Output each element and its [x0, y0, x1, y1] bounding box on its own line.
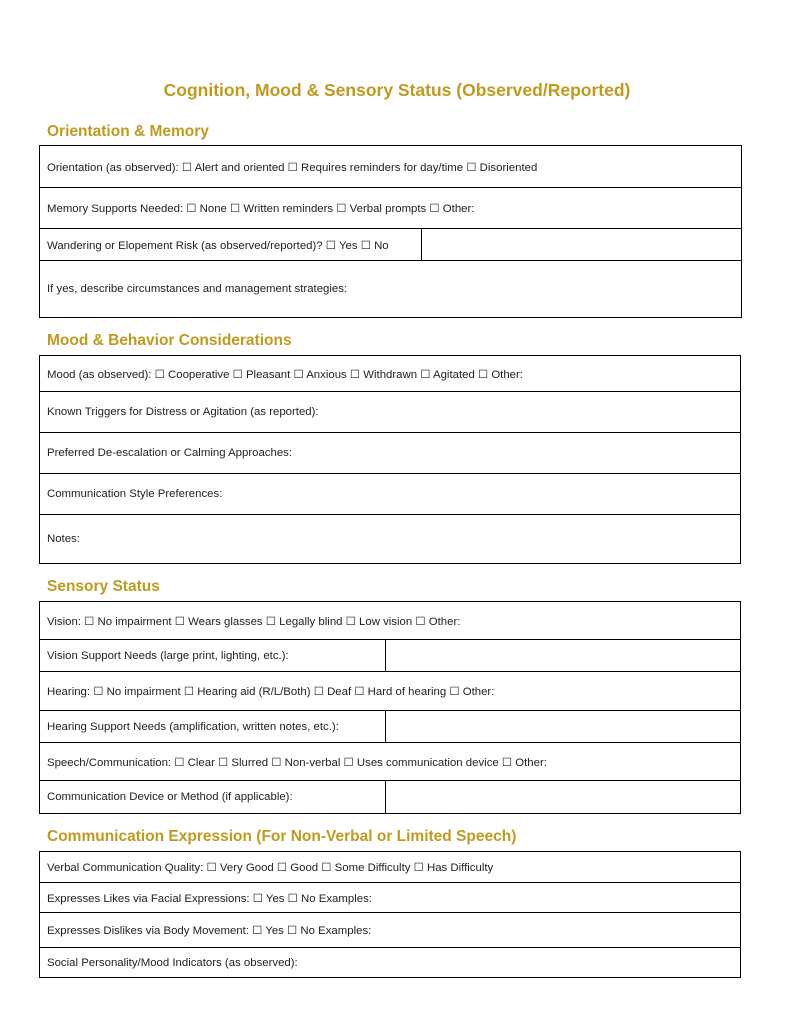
communication-style-field[interactable]: Communication Style Preferences:: [47, 488, 223, 500]
table-row[interactable]: [40, 188, 741, 229]
hearing-support-answer-cell[interactable]: [386, 711, 740, 742]
orientation-field[interactable]: Orientation (as observed): ☐ Alert and oriented ☐ Requires reminders for day/time ☐ Disoriented: [47, 161, 538, 174]
table-row[interactable]: [40, 356, 740, 392]
orientation-memory-table: [39, 145, 742, 318]
table-row[interactable]: [40, 602, 740, 640]
page-title: Cognition, Mood & Sensory Status (Observed/Reported): [163, 80, 631, 100]
section-heading-mood-behavior: Mood & Behavior Considerations: [47, 332, 292, 349]
hearing-support-field[interactable]: Hearing Support Needs (amplification, written notes, etc.):: [40, 711, 386, 742]
wandering-circumstances-field[interactable]: If yes, describe circumstances and management strategies:: [47, 283, 348, 295]
table-row[interactable]: [40, 146, 741, 188]
table-row[interactable]: [40, 781, 740, 813]
table-row[interactable]: [40, 948, 740, 977]
table-row[interactable]: [40, 883, 740, 913]
section-heading-orientation-memory: Orientation & Memory: [47, 123, 209, 140]
wandering-risk-answer-cell[interactable]: [422, 229, 741, 260]
table-row[interactable]: [40, 672, 740, 711]
likes-facial-expressions-field[interactable]: Expresses Likes via Facial Expressions: ☐ Yes ☐ No Examples:: [47, 892, 372, 905]
table-row[interactable]: [40, 743, 740, 781]
calming-approaches-field[interactable]: Preferred De-escalation or Calming Approaches:: [47, 447, 293, 459]
table-row[interactable]: [40, 474, 740, 515]
table-row[interactable]: [40, 392, 740, 433]
mood-field[interactable]: Mood (as observed): ☐ Cooperative ☐ Pleasant ☐ Anxious ☐ Withdrawn ☐ Agitated ☐ Other:: [47, 368, 523, 381]
table-row[interactable]: [40, 261, 741, 317]
sensory-status-table: [39, 601, 741, 814]
vision-support-field[interactable]: Vision Support Needs (large print, lighting, etc.):: [40, 640, 386, 671]
wandering-risk-field[interactable]: Wandering or Elopement Risk (as observed/reported)? ☐ Yes ☐ No: [40, 229, 422, 260]
social-personality-field[interactable]: Social Personality/Mood Indicators (as observed):: [47, 956, 298, 969]
section-heading-sensory-status: Sensory Status: [47, 578, 160, 595]
table-row[interactable]: [40, 229, 741, 261]
table-row[interactable]: [40, 711, 740, 743]
vision-field[interactable]: Vision: ☐ No impairment ☐ Wears glasses ☐ Legally blind ☐ Low vision ☐ Other:: [47, 615, 461, 628]
section-heading-communication-expression: Communication Expression (For Non-Verbal or Limited Speech): [47, 828, 517, 845]
mood-behavior-table: [39, 355, 741, 564]
table-row[interactable]: [40, 433, 740, 474]
mood-notes-field[interactable]: Notes:: [47, 533, 80, 545]
table-row[interactable]: [40, 913, 740, 948]
communication-expression-table: [39, 851, 741, 978]
known-triggers-field[interactable]: Known Triggers for Distress or Agitation (as reported):: [47, 406, 319, 418]
table-row[interactable]: [40, 640, 740, 672]
vision-support-answer-cell[interactable]: [386, 640, 740, 671]
speech-communication-field[interactable]: Speech/Communication: ☐ Clear ☐ Slurred ☐ Non-verbal ☐ Uses communication device ☐ Other:: [47, 756, 547, 769]
table-row[interactable]: [40, 852, 740, 883]
hearing-field[interactable]: Hearing: ☐ No impairment ☐ Hearing aid (R/L/Both) ☐ Deaf ☐ Hard of hearing ☐ Other:: [47, 686, 495, 698]
communication-device-answer-cell[interactable]: [386, 781, 740, 813]
communication-device-field[interactable]: Communication Device or Method (if applicable):: [40, 781, 386, 813]
verbal-quality-field[interactable]: Verbal Communication Quality: ☐ Very Good ☐ Good ☐ Some Difficulty ☐ Has Difficulty: [47, 862, 494, 874]
table-row[interactable]: [40, 515, 740, 563]
dislikes-body-movement-field[interactable]: Expresses Dislikes via Body Movement: ☐ Yes ☐ No Examples:: [47, 925, 372, 937]
memory-supports-field[interactable]: Memory Supports Needed: ☐ None ☐ Written reminders ☐ Verbal prompts ☐ Other:: [47, 203, 475, 215]
